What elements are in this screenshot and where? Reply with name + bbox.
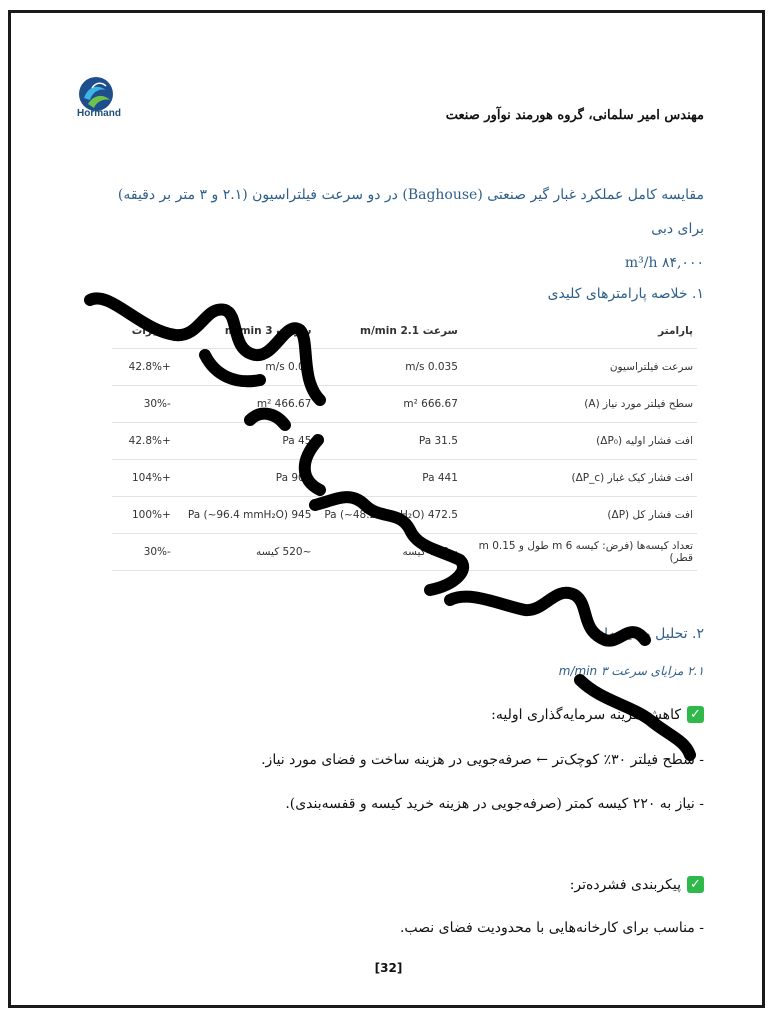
cell-param: تعداد کیسه‌ها (فرض: کیسه 6 m طول و 0.15 m قطر) xyxy=(462,534,697,571)
table-row xyxy=(112,386,697,423)
cell-v3: ~520 کیسه xyxy=(175,534,316,571)
cell-change: -30% xyxy=(112,386,175,423)
cell-v3: 900 Pa xyxy=(175,460,316,497)
point2-title-line xyxy=(570,876,704,893)
cell-v3: 45 Pa xyxy=(175,423,316,460)
cell-param: افت فشار کیک غبار (ΔP_c) xyxy=(462,460,697,497)
header-speed-3: سرعت 3 m/min xyxy=(175,314,316,349)
header-speed-2-1: سرعت 2.1 m/min xyxy=(315,314,461,349)
cell-v21: 31.5 Pa xyxy=(315,423,461,460)
table-row xyxy=(112,349,697,386)
bullet-item: - سطح فیلتر ۳۰٪ کوچک‌تر ← صرفه‌جویی در هزینه ساخت و فضای مورد نیاز. xyxy=(261,752,704,768)
title-line-2: m³/h ۸۴,۰۰۰ xyxy=(624,255,704,271)
cell-change: +104% xyxy=(112,460,175,497)
bullet-item: - مناسب برای کارخانه‌هایی با محدودیت فضای نصب. xyxy=(399,920,704,936)
header-change: تغییرات xyxy=(112,314,175,349)
cell-change: +42.8% xyxy=(112,423,175,460)
document-title xyxy=(108,178,704,280)
table-row xyxy=(112,497,697,534)
table-header-row xyxy=(112,314,697,349)
section2-heading: ۲. تحلیل مقایسه‌ای xyxy=(593,626,704,642)
cell-change: -30% xyxy=(112,534,175,571)
cell-v21: 472.5 Pa (~48.2 mmH₂O) xyxy=(315,497,461,534)
point1-title: کاهش هزینه سرمایه‌گذاری اولیه: xyxy=(491,706,681,723)
cell-v21: ~740 کیسه xyxy=(315,534,461,571)
point2-title: پیکربندی فشرده‌تر: xyxy=(569,876,681,893)
cell-v21: 666.67 m² xyxy=(315,386,461,423)
cell-v21: 441 Pa xyxy=(315,460,461,497)
table-row xyxy=(112,534,697,571)
title-line-1: مقایسه کامل عملکرد غبار گیر صنعتی (Baghouse) در دو سرعت فیلتراسیون (۲.۱ و ۳ متر بر دقیقه) برای دبی xyxy=(117,187,704,237)
check-mark-icon: ✓ xyxy=(687,876,704,893)
section2-subheading: ۲.۱ مزایای سرعت ۳ m/min xyxy=(558,664,704,678)
cell-param: افت فشار اولیه (ΔP₀) xyxy=(462,423,697,460)
logo-brand-text: Hormand xyxy=(77,108,121,119)
header-param: پارامتر xyxy=(462,314,697,349)
bullet-item: - نیاز به ۲۲۰ کیسه کمتر (صرفه‌جویی در هزینه خرید کیسه و قفسه‌بندی). xyxy=(285,796,704,812)
section1-heading: ۱. خلاصه پارامترهای کلیدی xyxy=(547,286,704,302)
table-row xyxy=(112,423,697,460)
cell-v21: 0.035 m/s xyxy=(315,349,461,386)
cell-change: +42.8% xyxy=(112,349,175,386)
point1-title-line xyxy=(491,706,704,723)
page-number: [32] xyxy=(374,961,403,975)
parameters-table xyxy=(112,314,697,571)
cell-param: سرعت فیلتراسیون xyxy=(462,349,697,386)
table-row xyxy=(112,460,697,497)
check-mark-icon: ✓ xyxy=(687,706,704,723)
cell-v3: 945 Pa (~96.4 mmH₂O) xyxy=(175,497,316,534)
cell-v3: 0.05 m/s xyxy=(175,349,316,386)
cell-change: +100% xyxy=(112,497,175,534)
author-line: مهندس امیر سلمانی، گروه هورمند نوآور صنعت xyxy=(445,108,704,123)
cell-param: افت فشار کل (ΔP) xyxy=(462,497,697,534)
cell-param: سطح فیلتر مورد نیاز (A) xyxy=(462,386,697,423)
cell-v3: 466.67 m² xyxy=(175,386,316,423)
